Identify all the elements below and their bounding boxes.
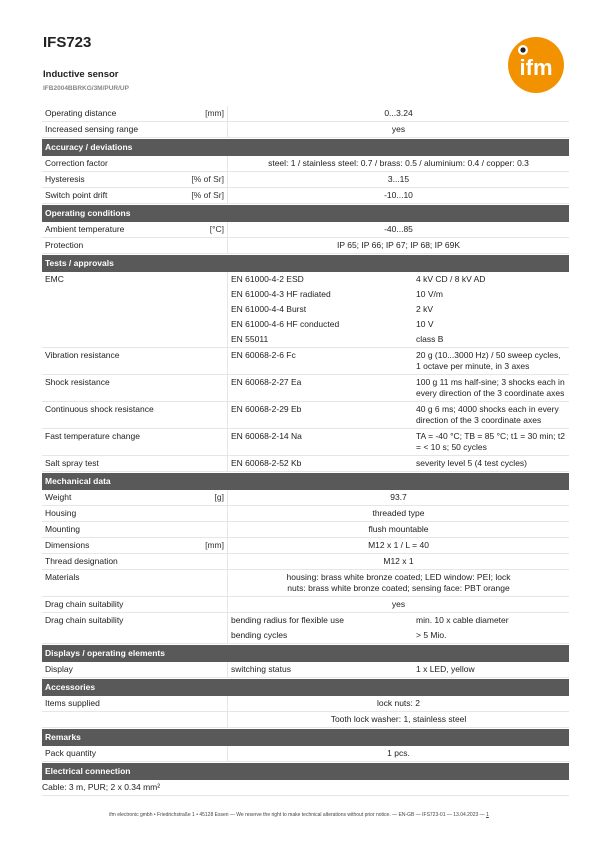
spec-row bbox=[42, 238, 569, 254]
test-standard: EN 60068-2-29 Eb bbox=[231, 404, 302, 414]
row-label: Display bbox=[45, 664, 73, 674]
sub-value: > 5 Mio. bbox=[416, 630, 447, 640]
test-standard: EN 60068-2-27 Ea bbox=[231, 377, 302, 387]
test-standard: EN 61000-4-6 HF conducted bbox=[231, 319, 340, 329]
spec-row bbox=[42, 780, 569, 796]
test-standard: EN 61000-4-2 ESD bbox=[231, 274, 304, 284]
sub-key: bending radius for flexible use bbox=[231, 615, 344, 625]
row-label: Drag chain suitability bbox=[45, 615, 124, 625]
row-label: Ambient temperature bbox=[45, 224, 125, 234]
sub-value: min. 10 x cable diameter bbox=[416, 615, 509, 625]
row-label: Operating distance bbox=[45, 108, 117, 118]
section-header: Accessories bbox=[42, 679, 569, 696]
spec-row bbox=[42, 106, 569, 122]
row-unit: [mm] bbox=[205, 540, 224, 550]
spec-row bbox=[42, 597, 569, 613]
row-label: Protection bbox=[45, 240, 84, 250]
row-value: yes bbox=[391, 124, 406, 134]
page-footer bbox=[0, 812, 598, 818]
spec-row bbox=[42, 628, 569, 644]
section-header: Accuracy / deviations bbox=[42, 139, 569, 156]
test-value: 40 g 6 ms; 4000 shocks each in every direction of the 3 coordinate axes bbox=[416, 404, 559, 425]
row-value: Tooth lock washer: 1, stainless steel bbox=[330, 714, 467, 724]
spec-row bbox=[42, 522, 569, 538]
row-label: Vibration resistance bbox=[45, 350, 120, 360]
row-value: 0...3.24 bbox=[384, 108, 413, 118]
row-label: Weight bbox=[45, 492, 72, 502]
row-value: 1 pcs. bbox=[387, 748, 410, 758]
sub-key: bending cycles bbox=[231, 630, 288, 640]
spec-row bbox=[42, 538, 569, 554]
test-standard: EN 60068-2-6 Fc bbox=[231, 350, 296, 360]
test-value: 10 V/m bbox=[416, 289, 443, 299]
test-value: severity level 5 (4 test cycles) bbox=[416, 458, 528, 468]
spec-row bbox=[42, 402, 569, 429]
test-value: 4 kV CD / 8 kV AD bbox=[416, 274, 486, 284]
spec-row bbox=[42, 506, 569, 522]
row-value: threaded type bbox=[372, 508, 425, 518]
section-header: Remarks bbox=[42, 729, 569, 746]
test-value: class B bbox=[416, 334, 444, 344]
row-label: Materials bbox=[45, 572, 80, 582]
row-label: Hysteresis bbox=[45, 174, 85, 184]
ifm-logo-icon bbox=[508, 37, 564, 93]
row-label: Pack quantity bbox=[45, 748, 97, 758]
row-label: Dimensions bbox=[45, 540, 90, 550]
row-unit: [% of Sr] bbox=[191, 190, 224, 200]
spec-row bbox=[42, 317, 569, 332]
test-value: 10 V bbox=[416, 319, 434, 329]
spec-row bbox=[42, 375, 569, 402]
section-header: Tests / approvals bbox=[42, 255, 569, 272]
section-header: Electrical connection bbox=[42, 763, 569, 780]
row-value: IP 65; IP 66; IP 67; IP 68; IP 69K bbox=[336, 240, 461, 250]
test-value: TA = -40 °C; TB = 85 °C; t1 = 30 min; t2 = < 10 s; 50 cycles bbox=[416, 431, 565, 452]
spec-row bbox=[42, 156, 569, 172]
product-code: IFB2004BBRKG/3M/PUR/UP bbox=[43, 85, 129, 92]
spec-row bbox=[42, 570, 569, 597]
row-value: M12 x 1 / L = 40 bbox=[368, 540, 429, 550]
row-value: flush mountable bbox=[368, 524, 429, 534]
row-label: Salt spray test bbox=[45, 458, 99, 468]
row-label: Correction factor bbox=[45, 158, 108, 168]
row-label: Switch point drift bbox=[45, 190, 108, 200]
section-header: Mechanical data bbox=[42, 473, 569, 490]
test-standard: EN 61000-4-4 Burst bbox=[231, 304, 307, 314]
test-value: 2 kV bbox=[416, 304, 434, 314]
product-subtitle: Inductive sensor bbox=[43, 69, 119, 80]
row-label: Continuous shock resistance bbox=[45, 404, 154, 414]
spec-row bbox=[42, 287, 569, 302]
row-label: Fast temperature change bbox=[45, 431, 140, 441]
spec-row bbox=[42, 554, 569, 570]
section-header: Operating conditions bbox=[42, 205, 569, 222]
row-label: Drag chain suitability bbox=[45, 599, 124, 609]
row-unit: [g] bbox=[214, 492, 224, 502]
row-label: Items supplied bbox=[45, 698, 100, 708]
spec-row bbox=[42, 712, 569, 728]
row-value: steel: 1 / stainless steel: 0.7 / brass: 0.5 / aluminium: 0.4 / copper: 0.3 bbox=[268, 158, 529, 168]
spec-row bbox=[42, 746, 569, 762]
spec-row bbox=[42, 696, 569, 712]
page-number-link[interactable]: 1 bbox=[486, 812, 489, 818]
materials-line: nuts: brass white bronze coated; sensing face: PBT orange bbox=[287, 583, 510, 593]
spec-row bbox=[42, 172, 569, 188]
test-standard: EN 55011 bbox=[231, 334, 269, 344]
spec-row bbox=[42, 222, 569, 238]
row-label: EMC bbox=[45, 274, 64, 284]
spec-row bbox=[42, 332, 569, 348]
page-title: IFS723 bbox=[43, 34, 92, 51]
footer-text: ifm electronic gmbh • Friedrichstraße 1 • 45128 Essen — We reserve the right to make technical alterations without prior notice. — EN-GB — IFS723-01 — 13.04.2023 — bbox=[109, 812, 485, 818]
row-label: Thread designation bbox=[45, 556, 118, 566]
row-value bbox=[228, 570, 569, 596]
spec-row bbox=[42, 302, 569, 317]
row-value: lock nuts: 2 bbox=[377, 698, 420, 708]
sub-key: switching status bbox=[231, 664, 291, 674]
test-value: 100 g 11 ms half-sine; 3 shocks each in every direction of the 3 coordinate axes bbox=[416, 377, 565, 398]
sub-value: 1 x LED, yellow bbox=[416, 664, 475, 674]
spec-row bbox=[42, 429, 569, 456]
spec-row bbox=[42, 613, 569, 628]
row-value: -10...10 bbox=[384, 190, 413, 200]
row-label: Mounting bbox=[45, 524, 80, 534]
row-unit: [°C] bbox=[209, 224, 224, 234]
spec-table bbox=[42, 106, 569, 796]
materials-line: housing: brass white bronze coated; LED window: PEI; lock bbox=[286, 572, 511, 582]
row-unit: [% of Sr] bbox=[191, 174, 224, 184]
spec-row bbox=[42, 188, 569, 204]
row-label: Shock resistance bbox=[45, 377, 110, 387]
section-header: Displays / operating elements bbox=[42, 645, 569, 662]
row-value: 3...15 bbox=[387, 174, 410, 184]
row-value: 93.7 bbox=[390, 492, 407, 502]
spec-row bbox=[42, 348, 569, 375]
row-label: Increased sensing range bbox=[45, 124, 139, 134]
row-unit: [mm] bbox=[205, 108, 224, 118]
test-standard: EN 60068-2-14 Na bbox=[231, 431, 302, 441]
spec-row bbox=[42, 662, 569, 678]
test-standard: EN 61000-4-3 HF radiated bbox=[231, 289, 331, 299]
row-value: M12 x 1 bbox=[383, 556, 414, 566]
row-value: yes bbox=[391, 599, 406, 609]
test-value: 20 g (10...3000 Hz) / 50 sweep cycles, 1 octave per minute, in 3 axes bbox=[416, 350, 561, 371]
row-value: -40...85 bbox=[384, 224, 413, 234]
logo-text: ifm bbox=[519, 55, 553, 80]
spec-row bbox=[42, 122, 569, 138]
spec-row bbox=[42, 456, 569, 472]
spec-row bbox=[42, 490, 569, 506]
row-label: Housing bbox=[45, 508, 77, 518]
spec-row bbox=[42, 272, 569, 287]
test-standard: EN 60068-2-52 Kb bbox=[231, 458, 302, 468]
cable-description: Cable: 3 m, PUR; 2 x 0.34 mm² bbox=[42, 782, 161, 792]
